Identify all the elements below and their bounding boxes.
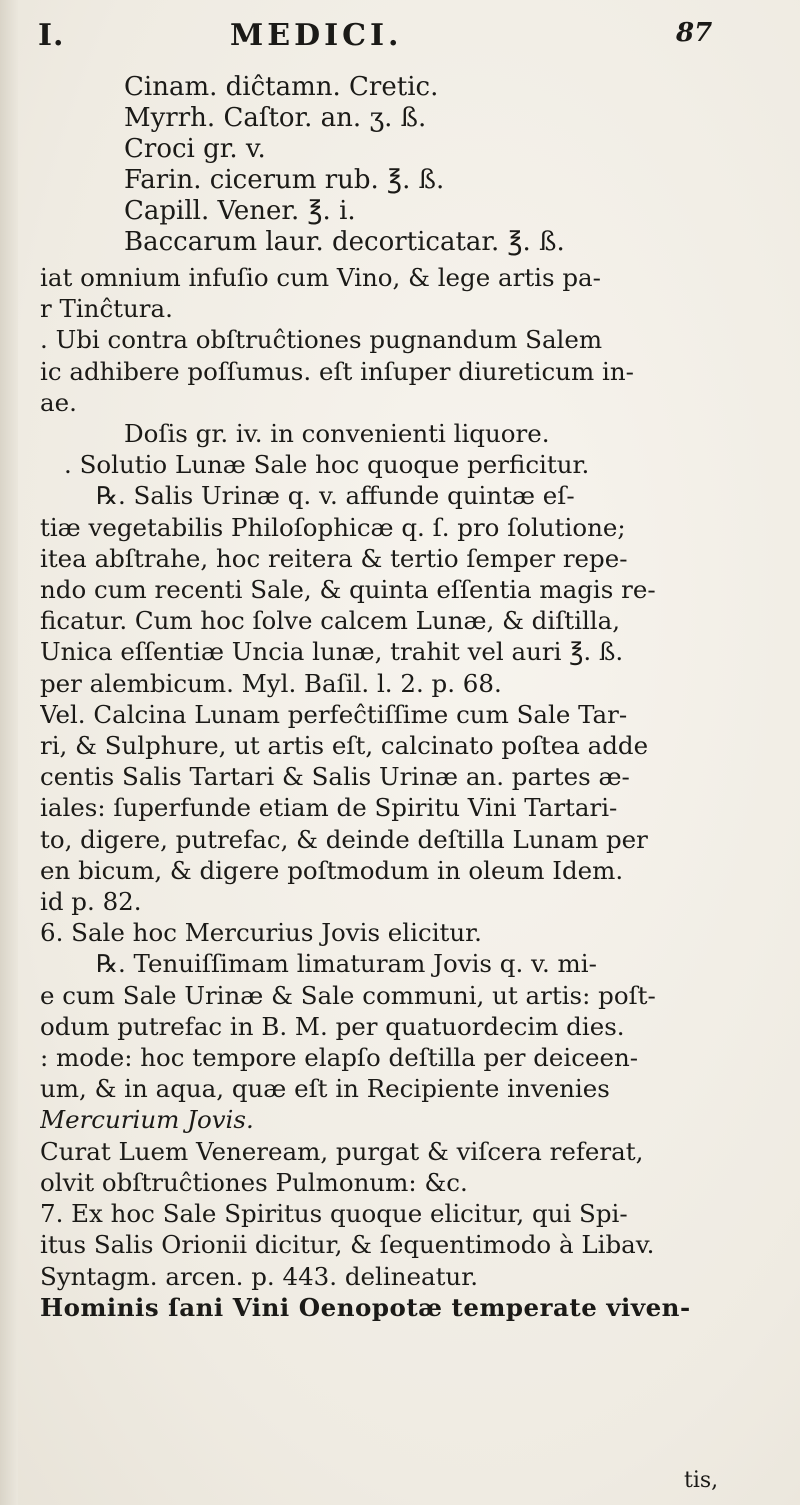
text-line: to, digere, putrefac, & deinde deſtilla Lunam per xyxy=(40,824,648,854)
body-text xyxy=(40,262,780,1323)
recipe-ingredient: Croci gr. v. xyxy=(124,134,266,164)
recipe-ingredient: Myrrh. Caſtor. an. ʒ. ß. xyxy=(124,103,427,133)
text-line: Syntagm. arcen. p. 443. delineatur. xyxy=(40,1261,479,1291)
text-line: . Ubi contra obſtruĉtiones pugnandum Salem xyxy=(40,325,603,355)
text-line: iat omnium infuſio cum Vino, & lege artis pa- xyxy=(40,263,601,292)
page-gutter xyxy=(0,0,18,1505)
text-line: ri, & Sulphure, ut artis eſt, calcinato poſtea adde xyxy=(40,731,649,761)
text-line: odum putrefac in B. M. per quatuordecim dies. xyxy=(40,1011,625,1041)
text-line: : mode: hoc tempore elapſo deſtilla per deiceen- xyxy=(40,1043,639,1073)
text-line: Unica eſſentiæ Uncia lunæ, trahit vel auri ℥. ß. xyxy=(40,637,624,667)
text-line: id p. 82. xyxy=(40,887,142,917)
text-line: 6. Sale hoc Mercurius Jovis elicitur. xyxy=(40,918,482,948)
text-line: Doſis gr. iv. in convenienti liquore. xyxy=(124,419,550,449)
text-line: um, & in aqua, quæ eſt in Recipiente invenies xyxy=(40,1074,610,1104)
text-line: ℞. Salis Urinæ q. v. affunde quintæ eſ- xyxy=(96,481,575,511)
text-line: . Solutio Lunæ Sale hoc quoque perficitur. xyxy=(64,450,590,480)
text-line: iales: ſuperfunde etiam de Spiritu Vini Tartari- xyxy=(40,793,618,823)
text-line: itea abſtrahe, hoc reitera & tertio ſemper repe- xyxy=(40,543,628,573)
recipe-ingredient: Capill. Vener. ℥. i. xyxy=(124,196,356,226)
recipe-ingredient: Cinam. diĉtamn. Cretic. xyxy=(124,72,439,102)
text-line: ficatur. Cum hoc ſolve calcem Lunæ, & diſtilla, xyxy=(40,606,621,636)
page-number: 87 xyxy=(676,18,713,48)
recipe-ingredient-list xyxy=(124,72,565,258)
text-line: Vel. Calcina Lunam perfeĉtiſſime cum Sale Tar- xyxy=(40,699,628,729)
running-head-title: MEDICI. xyxy=(230,18,403,53)
text-line: tiæ vegetabilis Philoſophicæ q. ſ. pro ſolutione; xyxy=(40,512,626,542)
text-line: olvit obſtruĉtiones Pulmonum: &c. xyxy=(40,1167,468,1197)
text-line: centis Salis Tartari & Salis Urinæ an. partes æ- xyxy=(40,762,630,792)
text-line: 7. Ex hoc Sale Spiritus quoque elicitur, qui Spi- xyxy=(40,1199,628,1229)
running-head-section: I. xyxy=(38,18,65,53)
text-line: Hominis ſani Vini Oenopotæ temperate viven- xyxy=(40,1292,691,1322)
text-line: r Tinĉtura. xyxy=(40,294,173,324)
text-line: itus Salis Orionii dicitur, & ſequentimodo à Libav. xyxy=(40,1230,655,1260)
text-line: ℞. Tenuiſſimam limaturam Jovis q. v. mi- xyxy=(96,949,597,979)
text-line: ndo cum recenti Sale, & quinta eſſentia magis re- xyxy=(40,575,656,605)
recipe-ingredient: Baccarum laur. decorticatar. ℥. ß. xyxy=(124,227,565,257)
text-line: en bicum, & digere poſtmodum in oleum Idem. xyxy=(40,855,624,885)
text-line: ae. xyxy=(40,387,77,417)
text-line: per alembicum. Myl. Baſil. l. 2. p. 68. xyxy=(40,668,502,698)
text-line: e cum Sale Urinæ & Sale communi, ut artis: poſt- xyxy=(40,980,656,1010)
text-line: ic adhibere poſſumus. eſt inſuper diureticum in- xyxy=(40,356,634,386)
running-head xyxy=(0,18,800,58)
text-line: Mercurium Jovis. xyxy=(40,1105,254,1135)
recipe-ingredient: Farin. cicerum rub. ℥. ß. xyxy=(124,165,445,195)
catchword: tis, xyxy=(684,1468,719,1493)
text-line: Curat Luem Veneream, purgat & viſcera referat, xyxy=(40,1136,644,1166)
